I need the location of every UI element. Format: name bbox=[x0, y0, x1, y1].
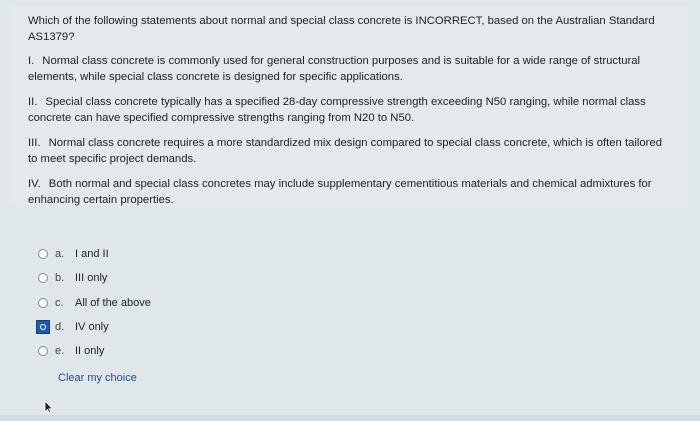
radio-button-selected[interactable] bbox=[36, 320, 50, 334]
option-letter: e. bbox=[55, 345, 65, 358]
statement-number: III. bbox=[28, 137, 41, 149]
statement-text: Normal class concrete is commonly used for general construction purposes and is suitable for a wide range of structural elements, while special class concrete is designed for specific applications. bbox=[28, 55, 641, 83]
cursor-arrow-icon bbox=[44, 400, 54, 414]
option-label[interactable]: All of the above bbox=[75, 296, 151, 309]
statement-text: Special class concrete typically has a specified 28-day compressive strength exceeding N50 ranging, while normal class concrete can have specified compressive strengths ranging from N20 to N50. bbox=[28, 96, 646, 124]
statement-4 bbox=[28, 176, 674, 208]
statement-number: IV. bbox=[28, 178, 41, 190]
radio-button[interactable] bbox=[38, 346, 48, 356]
radio-button[interactable] bbox=[38, 273, 48, 283]
question-box bbox=[12, 6, 688, 206]
option-b[interactable] bbox=[38, 266, 151, 290]
radio-button[interactable] bbox=[38, 249, 48, 259]
statement-text: Both normal and special class concretes may include supplementary cementitious materials and chemical admixtures for enhancing certain properties. bbox=[28, 178, 652, 206]
page-bottom-edge bbox=[0, 415, 700, 421]
statement-1 bbox=[28, 53, 674, 85]
radio-dot-icon bbox=[40, 324, 46, 330]
option-letter: b. bbox=[55, 272, 65, 285]
statement-2 bbox=[28, 94, 674, 126]
answer-options bbox=[38, 242, 151, 363]
option-label[interactable]: I and II bbox=[75, 248, 109, 261]
option-label[interactable]: II only bbox=[75, 345, 105, 358]
statement-text: Normal class concrete requires a more standardized mix design compared to special class concrete, which is often tailored to meet specific project demands. bbox=[28, 137, 663, 165]
statement-number: I. bbox=[28, 55, 35, 67]
option-letter: d. bbox=[55, 321, 65, 334]
option-label[interactable]: III only bbox=[75, 272, 108, 285]
option-e[interactable] bbox=[38, 339, 151, 363]
statement-number: II. bbox=[28, 96, 38, 108]
option-letter: c. bbox=[55, 296, 64, 309]
option-c[interactable] bbox=[38, 291, 151, 315]
option-d[interactable] bbox=[38, 315, 151, 339]
clear-choice-link[interactable]: Clear my choice bbox=[58, 372, 137, 384]
option-a[interactable] bbox=[38, 242, 151, 266]
option-letter: a. bbox=[55, 248, 65, 261]
statement-3 bbox=[28, 135, 674, 167]
radio-button[interactable] bbox=[38, 298, 48, 308]
option-label[interactable]: IV only bbox=[75, 321, 109, 334]
question-stem: Which of the following statements about normal and special class concrete is INCORRECT, based on the Australian Standard AS1379? bbox=[28, 15, 655, 43]
